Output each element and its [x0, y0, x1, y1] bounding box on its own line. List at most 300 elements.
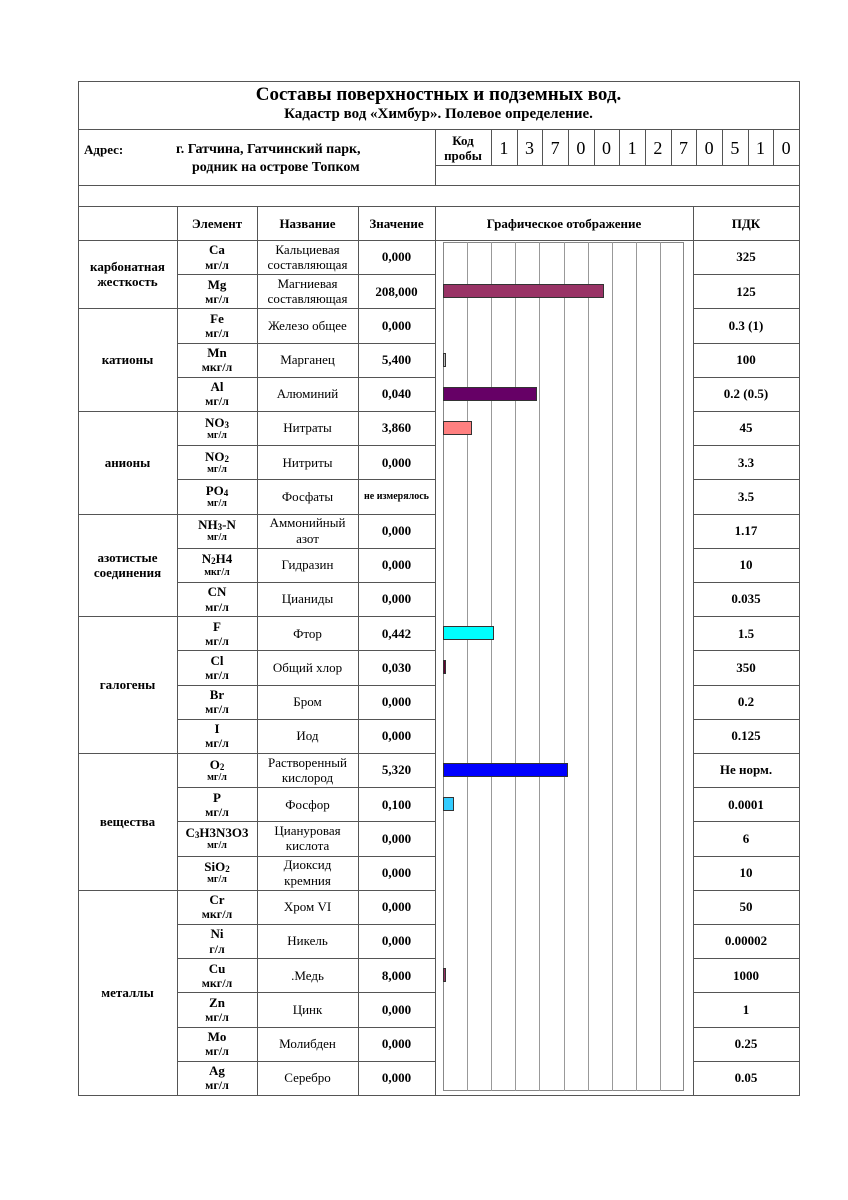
- element-value: 0,000: [381, 1001, 412, 1017]
- element-unit: мг/л: [205, 599, 229, 614]
- element-name: Аммонийный азот: [269, 515, 346, 546]
- element-name: Марганец: [280, 352, 335, 368]
- table-hline: [177, 1061, 435, 1062]
- element-symbol-main: PO: [205, 482, 224, 498]
- sample-code-digit: 0: [781, 137, 791, 158]
- group-label: галогены: [99, 676, 156, 692]
- element-symbol-cell: [177, 685, 257, 719]
- table-hline: [177, 343, 435, 344]
- element-name: Молибден: [279, 1036, 336, 1052]
- table-hline: [78, 81, 799, 82]
- element-unit: мг/л: [205, 291, 229, 306]
- element-symbol-main: Cr: [209, 892, 225, 908]
- element-symbol: [210, 311, 224, 326]
- element-value: 0,040: [381, 386, 412, 402]
- element-symbol-tail: -N: [222, 517, 236, 533]
- pdk-value: Не норм.: [719, 762, 773, 778]
- element-unit: мг/л: [207, 464, 227, 476]
- table-hline: [693, 308, 799, 309]
- element-symbol-main: Mg: [207, 276, 227, 292]
- element-name: Цианиды: [281, 591, 334, 607]
- element-value: 0,000: [381, 249, 412, 265]
- value-bar: [443, 797, 454, 811]
- table-hline: [693, 445, 799, 446]
- table-hline: [693, 856, 799, 857]
- element-symbol-cell: [177, 1027, 257, 1061]
- table-hline: [78, 411, 435, 412]
- element-name: Нитриты: [282, 454, 333, 470]
- group-label: металлы: [101, 984, 154, 1000]
- element-symbol-main: Ag: [209, 1063, 225, 1079]
- sample-code-digit: 0: [704, 137, 714, 158]
- element-symbol-tail: H4: [215, 551, 233, 567]
- element-symbol-main: Mo: [207, 1028, 227, 1044]
- table-hline: [693, 890, 799, 891]
- element-symbol-subscript: 3: [224, 419, 229, 430]
- element-name: .Медь: [291, 967, 324, 983]
- element-name: Общий хлор: [272, 659, 343, 675]
- table-hline: [693, 685, 799, 686]
- table-hline: [693, 479, 799, 480]
- element-symbol-main: Fe: [210, 310, 224, 326]
- sample-code-label-line1: Код: [452, 133, 474, 149]
- table-vline: [491, 129, 492, 165]
- element-symbol: [202, 551, 233, 566]
- table-vline: [542, 129, 543, 165]
- element-unit: мг/л: [205, 257, 229, 272]
- element-symbol-cell: [177, 719, 257, 753]
- element-symbol: [208, 584, 227, 599]
- element-symbol-main: Mn: [207, 344, 227, 360]
- table-hline: [78, 890, 435, 891]
- document-subtitle: Кадастр вод «Химбур». Полевое определение.: [284, 106, 593, 123]
- table-hline: [78, 129, 799, 130]
- element-unit: мг/л: [205, 668, 229, 683]
- pdk-value: 1.17: [734, 523, 758, 539]
- element-unit: мкг/л: [204, 566, 230, 578]
- pdk-value: 3.5: [737, 488, 755, 504]
- element-symbol-main: NO: [205, 414, 225, 430]
- element-symbol-cell: [177, 274, 257, 308]
- element-symbol-cell: [177, 411, 257, 445]
- element-symbol-cell: [177, 240, 257, 274]
- element-name: Фтор: [293, 625, 322, 641]
- pdk-value: 0.25: [734, 1036, 758, 1052]
- header-element: Элемент: [191, 215, 243, 231]
- table-hline: [693, 514, 799, 515]
- element-value: 0,000: [381, 454, 412, 470]
- element-symbol: [210, 687, 224, 702]
- element-value: 0,000: [381, 899, 412, 915]
- element-value: 0,000: [381, 1036, 412, 1052]
- element-name: Железо общее: [268, 317, 347, 333]
- element-unit: мг/л: [205, 736, 229, 751]
- element-name: Диоксид кремния: [283, 857, 332, 888]
- element-symbol-subscript: 3: [194, 829, 200, 840]
- value-bar: [443, 421, 472, 435]
- element-symbol-cell: [177, 650, 257, 684]
- group-label: катионы: [101, 352, 154, 368]
- table-vline: [435, 206, 436, 1095]
- value-bar: [443, 353, 446, 367]
- table-hline: [693, 411, 799, 412]
- element-unit: мг/л: [207, 771, 227, 783]
- table-hline: [177, 548, 435, 549]
- pdk-value: 45: [739, 420, 753, 436]
- table-hline: [177, 479, 435, 480]
- element-symbol-main: Ca: [209, 242, 225, 258]
- element-unit: мг/л: [207, 429, 227, 441]
- graph-gridline: [564, 242, 565, 1091]
- graph-gridline: [612, 242, 613, 1091]
- table-hline: [78, 308, 435, 309]
- element-symbol-subscript: 3: [217, 522, 223, 533]
- table-vline: [435, 129, 436, 185]
- value-bar: [443, 763, 568, 777]
- element-symbol: [208, 1029, 227, 1044]
- element-symbol: [210, 757, 225, 772]
- address-label: Адрес:: [84, 142, 124, 158]
- element-unit: мг/л: [207, 840, 227, 852]
- element-unit: мг/л: [207, 498, 227, 510]
- sample-code-digit: 7: [550, 137, 560, 158]
- element-value: 0,000: [381, 557, 412, 573]
- graph-gridline: [660, 242, 661, 1091]
- element-value: 0,442: [381, 625, 412, 641]
- table-hline: [78, 206, 799, 207]
- element-symbol-cell: [177, 479, 257, 513]
- water-composition-sheet: [78, 81, 799, 1095]
- header-name: Название: [279, 215, 336, 231]
- table-hline: [177, 650, 435, 651]
- element-value: 5,400: [381, 352, 412, 368]
- table-hline: [78, 185, 799, 186]
- element-symbol-cell: [177, 753, 257, 787]
- element-value: 5,320: [381, 762, 412, 778]
- element-value: 208,000: [375, 283, 418, 299]
- element-symbol: [209, 242, 225, 257]
- element-symbol-main: Ni: [210, 926, 224, 942]
- element-symbol-main: N: [201, 551, 212, 567]
- table-hline: [435, 165, 799, 166]
- graph-gridline: [467, 242, 468, 1091]
- table-hline: [177, 1027, 435, 1028]
- sample-code-digit: 1: [755, 137, 765, 158]
- element-symbol-cell: [177, 377, 257, 411]
- table-vline: [799, 81, 800, 1095]
- element-name: Серебро: [284, 1070, 331, 1086]
- element-symbol: [211, 653, 224, 668]
- pdk-value: 125: [736, 283, 756, 299]
- pdk-value: 1: [742, 1001, 750, 1017]
- element-symbol-cell: [177, 343, 257, 377]
- element-symbol-main: O: [209, 756, 220, 772]
- graph-gridline: [588, 242, 589, 1091]
- element-symbol-subscript: 2: [219, 761, 225, 772]
- element-unit: мг/л: [205, 633, 229, 648]
- element-value: 0,000: [381, 1070, 412, 1086]
- sample-code-digit: 7: [678, 137, 688, 158]
- pdk-value: 50: [739, 899, 753, 915]
- pdk-value: 0.00002: [724, 933, 768, 949]
- element-unit: мкг/л: [201, 360, 233, 375]
- element-symbol: [209, 961, 226, 976]
- table-hline: [693, 821, 799, 822]
- element-symbol-cell: [177, 856, 257, 890]
- value-bar: [443, 968, 446, 982]
- element-name: Кальциевая составляющая: [267, 241, 348, 273]
- sample-code-digit: 1: [499, 137, 509, 158]
- table-vline: [594, 129, 595, 165]
- element-symbol-subscript: 2: [225, 864, 230, 875]
- element-symbol-cell: [177, 514, 257, 548]
- element-name: Иод: [296, 728, 319, 744]
- sample-code-label-line2: пробы: [444, 147, 482, 163]
- element-unit: г/л: [209, 941, 225, 956]
- element-unit: мг/л: [205, 1010, 229, 1025]
- table-vline: [696, 129, 697, 165]
- element-symbol-main: C: [185, 824, 195, 840]
- table-hline: [177, 787, 435, 788]
- table-vline: [78, 81, 79, 1095]
- group-label: анионы: [104, 454, 151, 470]
- element-symbol-subscript: 2: [211, 556, 216, 567]
- element-name: Магниевая составляющая: [267, 275, 348, 307]
- table-hline: [693, 582, 799, 583]
- element-symbol-cell: [177, 582, 257, 616]
- table-hline: [177, 924, 435, 925]
- table-hline: [693, 377, 799, 378]
- element-symbol-cell: [177, 308, 257, 342]
- header-graph: Графическое отображение: [486, 215, 642, 231]
- table-hline: [693, 1027, 799, 1028]
- element-symbol-cell: [177, 890, 257, 924]
- element-symbol-cell: [177, 1061, 257, 1095]
- table-hline: [177, 445, 435, 446]
- element-symbol: [209, 1063, 225, 1078]
- element-unit: мг/л: [205, 1044, 229, 1059]
- element-symbol: [214, 721, 219, 736]
- element-symbol: [205, 415, 229, 430]
- element-value: 0,000: [381, 317, 412, 333]
- element-value: 3,860: [381, 420, 412, 436]
- element-name: Растворенный кислород: [268, 754, 347, 786]
- pdk-value: 0.0001: [728, 796, 764, 812]
- value-bar: [443, 660, 446, 674]
- element-symbol-main: P: [213, 789, 221, 805]
- group-label: вещества: [99, 813, 156, 829]
- graph-gridline: [539, 242, 540, 1091]
- pdk-value: 0.2: [737, 694, 755, 710]
- element-value: 0,000: [381, 523, 412, 539]
- table-hline: [177, 582, 435, 583]
- element-symbol: [206, 483, 229, 498]
- table-hline: [78, 1095, 800, 1096]
- table-hline: [693, 650, 799, 651]
- table-hline: [693, 548, 799, 549]
- element-symbol: [208, 277, 227, 292]
- pdk-value: 0.035: [731, 591, 761, 607]
- pdk-value: 350: [736, 659, 756, 675]
- pdk-value: 3.3: [737, 454, 755, 470]
- pdk-value: 0.125: [731, 728, 761, 744]
- element-symbol-cell: [177, 616, 257, 650]
- element-symbol-main: Al: [210, 379, 224, 395]
- element-value: не измерялось: [364, 490, 429, 502]
- pdk-value: 1.5: [737, 625, 755, 641]
- element-symbol-main: Cu: [208, 960, 226, 976]
- pdk-value: 6: [742, 830, 750, 846]
- table-hline: [177, 992, 435, 993]
- element-unit: мг/л: [205, 326, 229, 341]
- table-hline: [693, 616, 799, 617]
- pdk-value: 100: [736, 352, 756, 368]
- table-vline: [722, 129, 723, 165]
- element-symbol: [209, 995, 225, 1010]
- element-symbol-subscript: 4: [223, 487, 229, 498]
- element-symbol-main: NH: [198, 517, 218, 533]
- table-hline: [177, 685, 435, 686]
- table-hline: [693, 753, 799, 754]
- element-symbol: [211, 926, 224, 941]
- table-hline: [177, 719, 435, 720]
- element-symbol-tail: H3N3O3: [199, 824, 249, 840]
- element-name: Гидразин: [281, 557, 334, 573]
- table-hline: [693, 958, 799, 959]
- element-name: Никель: [287, 933, 328, 949]
- header-pdk: ПДК: [731, 215, 761, 231]
- element-symbol: [209, 892, 224, 907]
- value-bar: [443, 284, 604, 298]
- table-hline: [693, 343, 799, 344]
- element-name: Фосфор: [285, 796, 330, 812]
- element-symbol-main: NO: [205, 448, 225, 464]
- table-hline: [693, 1061, 799, 1062]
- group-label: азотистые соединения: [93, 549, 162, 580]
- table-vline: [568, 129, 569, 165]
- element-unit: мг/л: [207, 874, 227, 886]
- element-symbol: [205, 449, 229, 464]
- graph-gridline: [491, 242, 492, 1091]
- sample-code-digit: 1: [627, 137, 637, 158]
- element-value: 0,000: [381, 591, 412, 607]
- element-symbol: [207, 345, 227, 360]
- element-symbol-cell: [177, 958, 257, 992]
- table-hline: [693, 924, 799, 925]
- header-value: Значение: [369, 215, 424, 231]
- document-title: Составы поверхностных и подземных вод.: [255, 83, 622, 105]
- element-unit: мг/л: [205, 702, 229, 717]
- table-hline: [78, 753, 435, 754]
- element-symbol: [213, 619, 221, 634]
- table-vline: [645, 129, 646, 165]
- pdk-value: 10: [739, 557, 753, 573]
- table-vline: [671, 129, 672, 165]
- table-hline: [177, 958, 435, 959]
- element-value: 0,000: [381, 830, 412, 846]
- element-symbol-main: Cl: [210, 652, 224, 668]
- sample-code-digit: 2: [653, 137, 663, 158]
- sample-code-digit: 3: [524, 137, 534, 158]
- address-line-1: г. Гатчина, Гатчинский парк,: [176, 141, 361, 157]
- value-bar: [443, 387, 537, 401]
- element-name: Циануровая кислота: [274, 823, 341, 854]
- pdk-value: 325: [736, 249, 756, 265]
- table-vline: [748, 129, 749, 165]
- element-value: 0,030: [381, 659, 412, 675]
- graph-gridline: [636, 242, 637, 1091]
- group-label: карбонатная жесткость: [90, 258, 165, 290]
- element-symbol: [213, 790, 221, 805]
- pdk-value: 10: [739, 865, 753, 881]
- element-symbol-main: Zn: [209, 994, 225, 1010]
- element-symbol-main: CN: [207, 584, 227, 600]
- pdk-value: 0.05: [734, 1070, 758, 1086]
- element-unit: мг/л: [205, 1078, 229, 1093]
- element-symbol-cell: [177, 548, 257, 582]
- sample-code-label: [435, 132, 491, 165]
- element-symbol-main: Br: [209, 686, 225, 702]
- element-value: 0,000: [381, 728, 412, 744]
- table-hline: [177, 856, 435, 857]
- element-name: Фосфаты: [281, 488, 334, 504]
- table-hline: [177, 377, 435, 378]
- sample-code-digit: 5: [730, 137, 740, 158]
- address-line-2: родник на острове Топком: [192, 159, 360, 175]
- element-symbol-cell: [177, 924, 257, 958]
- element-symbol-main: SiO: [204, 859, 226, 875]
- value-bar: [443, 626, 494, 640]
- element-unit: мкг/л: [201, 907, 233, 922]
- element-symbol-cell: [177, 992, 257, 1026]
- element-value: 0,000: [381, 933, 412, 949]
- element-unit: мг/л: [207, 532, 227, 544]
- element-symbol-cell: [177, 821, 257, 855]
- table-hline: [693, 274, 799, 275]
- element-symbol-main: F: [213, 618, 221, 634]
- table-hline: [693, 992, 799, 993]
- element-name: Нитраты: [283, 420, 332, 436]
- element-unit: мг/л: [205, 804, 229, 819]
- element-value: 0,100: [381, 796, 412, 812]
- table-hline: [177, 821, 435, 822]
- element-name: Бром: [293, 694, 322, 710]
- sample-code-digit: 0: [601, 137, 611, 158]
- element-name: Алюминий: [276, 386, 339, 402]
- table-hline: [78, 616, 435, 617]
- element-name: Цинк: [292, 1001, 323, 1017]
- element-symbol: [204, 859, 229, 874]
- element-name: Хром VI: [283, 899, 332, 915]
- table-hline: [177, 274, 435, 275]
- table-vline: [619, 129, 620, 165]
- table-hline: [693, 787, 799, 788]
- table-hline: [78, 514, 435, 515]
- element-symbol: [185, 825, 248, 840]
- pdk-value: 1000: [733, 967, 759, 983]
- element-symbol: [211, 379, 224, 394]
- pdk-value: 0.2 (0.5): [723, 386, 769, 402]
- pdk-value: 0.3 (1): [728, 317, 764, 333]
- element-symbol-main: I: [214, 721, 220, 737]
- element-symbol: [198, 517, 236, 532]
- element-value: 0,000: [381, 865, 412, 881]
- graph-gridline: [515, 242, 516, 1091]
- table-hline: [78, 240, 799, 241]
- element-value: 0,000: [381, 694, 412, 710]
- sample-code-digit: 0: [576, 137, 586, 158]
- element-unit: мкг/л: [201, 975, 233, 990]
